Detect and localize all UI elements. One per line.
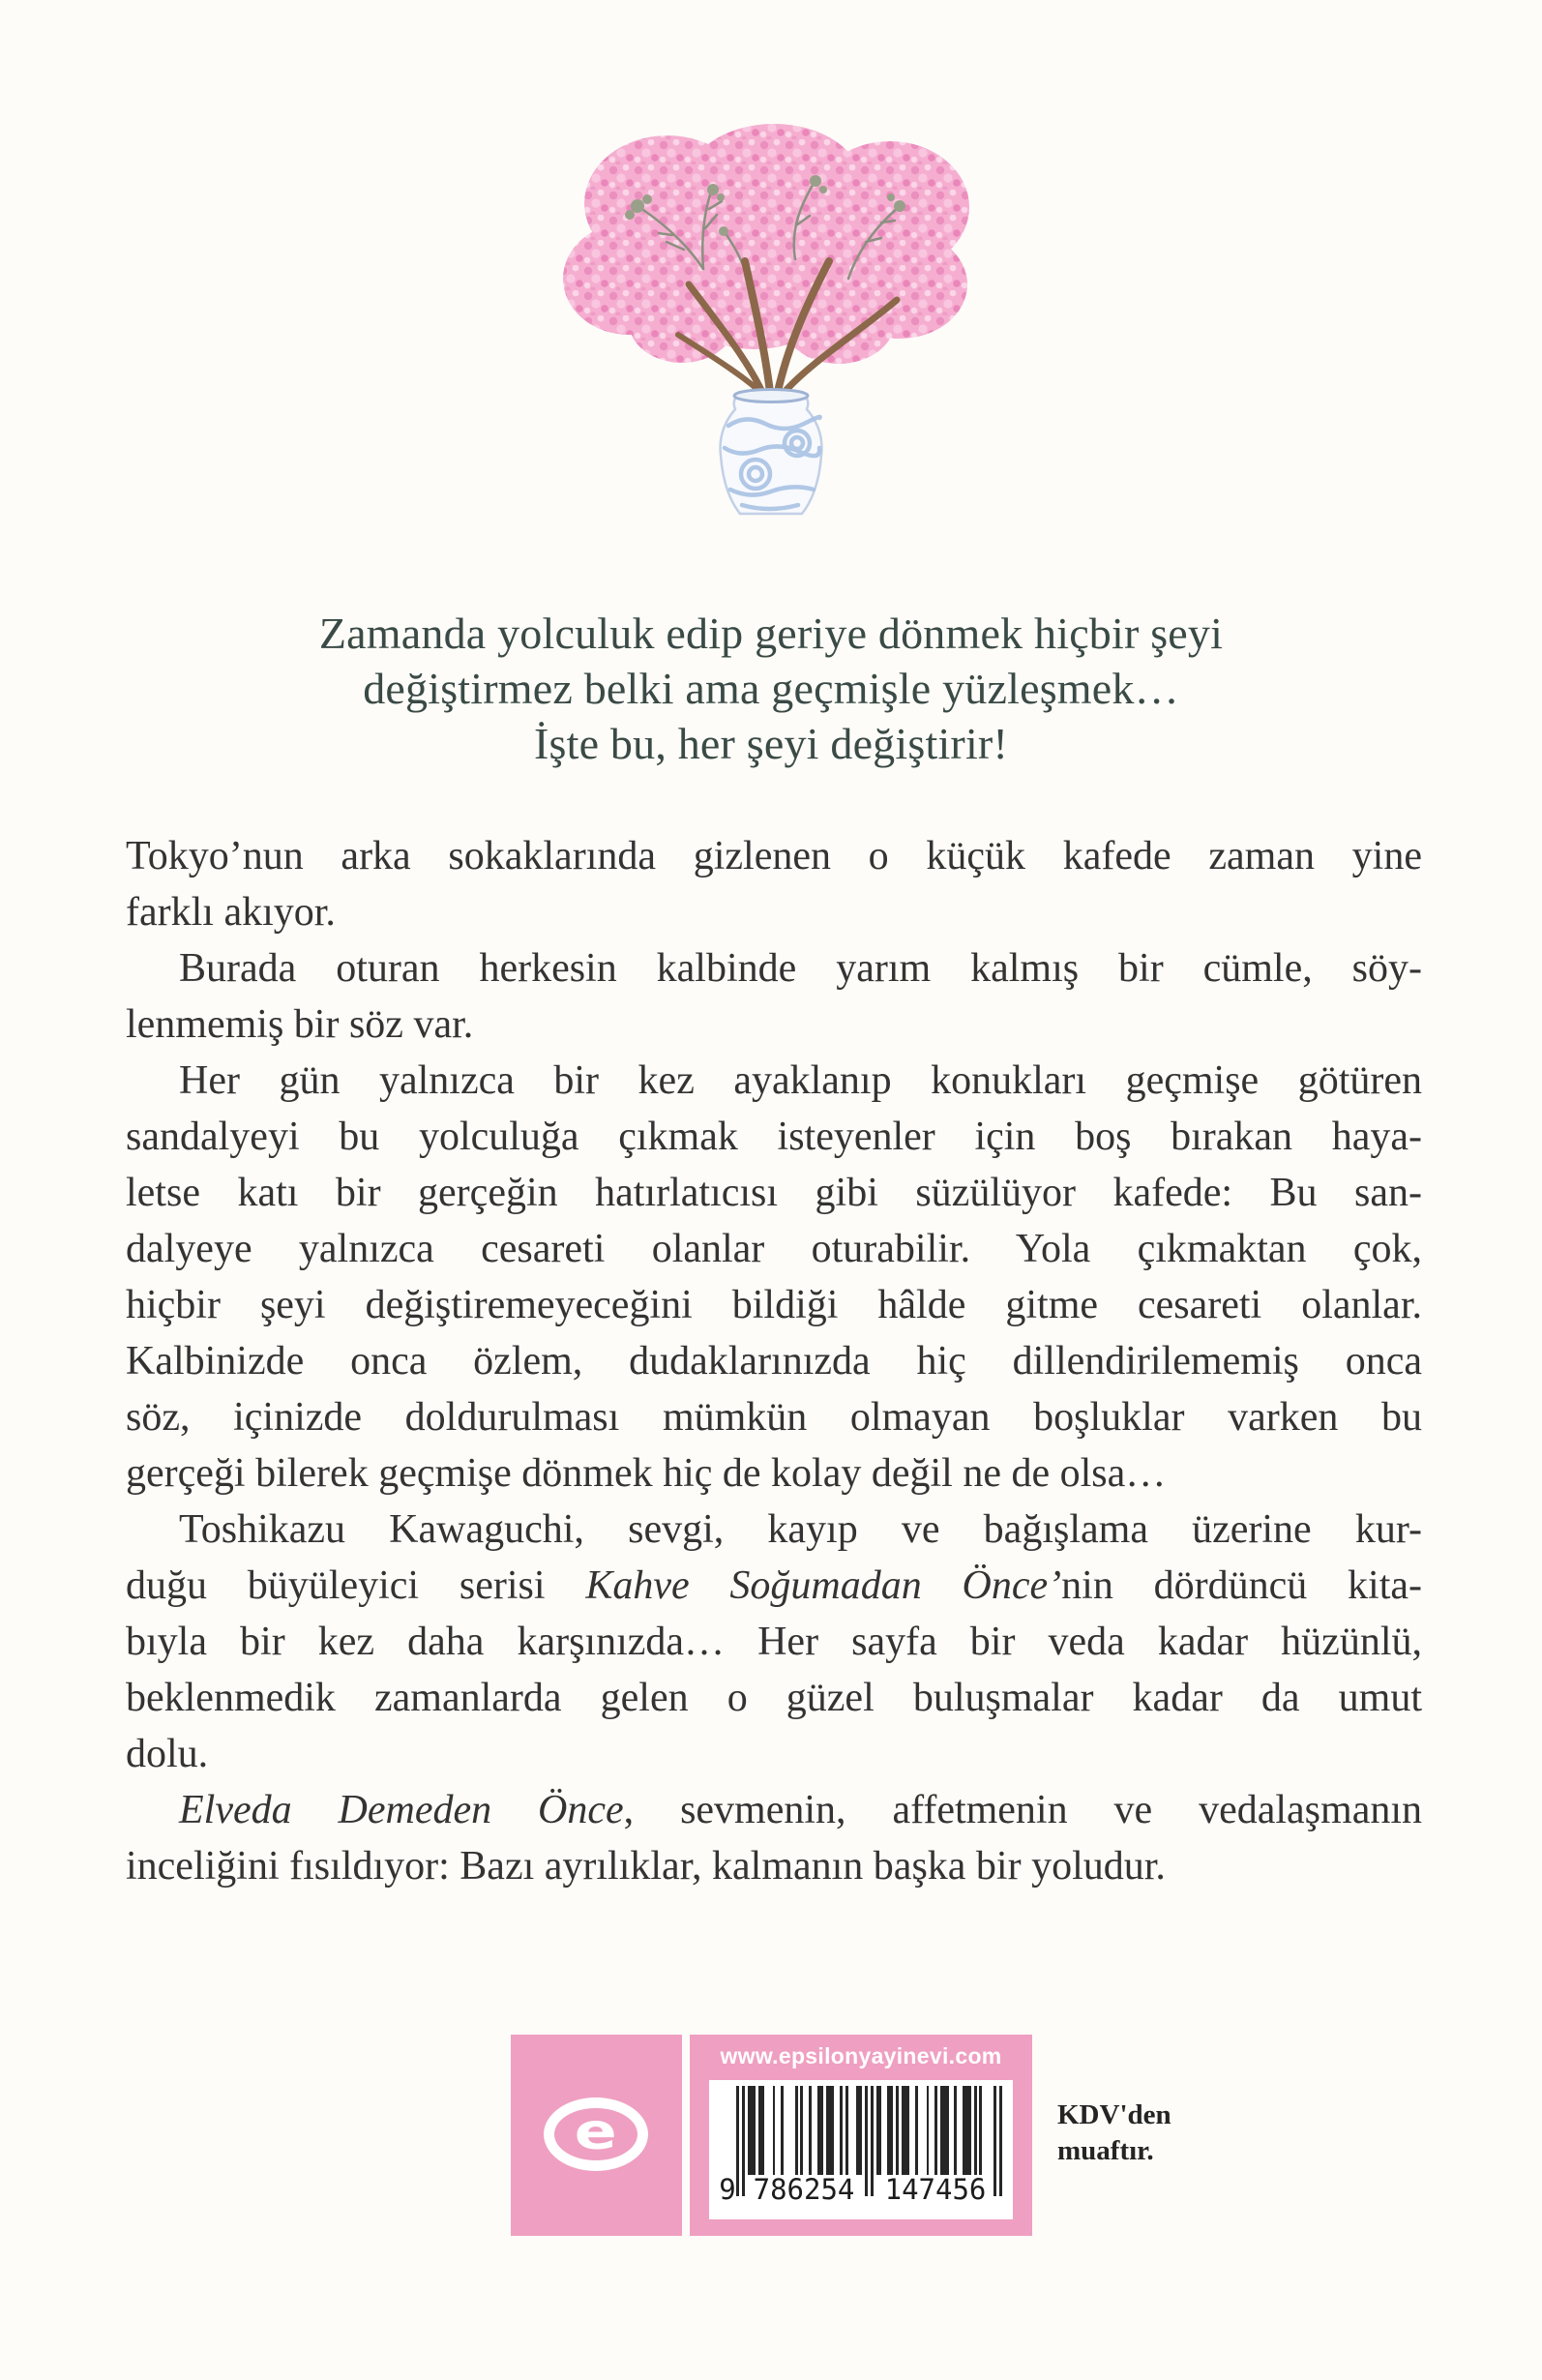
body-line <box>126 1782 1422 1838</box>
body-segment: hiçbir şeyi değiştiremeyeceğini bildiği hâlde gitme cesareti olanlar. <box>126 1283 1422 1327</box>
body-segment: Tokyo’nun arka sokaklarında gizlenen o küçük kafede zaman yine <box>126 834 1422 878</box>
body-segment: lenmemiş bir söz var. <box>126 1002 474 1047</box>
isbn-digit-group: 9 <box>719 2173 736 2206</box>
flower-clusters <box>563 124 969 364</box>
tagline-line: İşte bu, her şeyi değiştirir! <box>534 719 1008 768</box>
tagline-line: Zamanda yolculuk edip geriye dönmek hiçbir şeyi <box>318 609 1224 658</box>
epsilon-logo-letter: e <box>574 2103 618 2161</box>
body-segment: Kalbinizde onca özlem, dudaklarınızda hiç dillendirilememiş onca <box>126 1339 1422 1383</box>
isbn-digit-group: 147456 <box>884 2173 987 2206</box>
body-segment: söz, içinizde doldurulması mümkün olmayan boşluklar varken bu <box>126 1395 1422 1440</box>
body-line <box>126 1614 1422 1670</box>
publisher-website: www.epsilonyayinevi.com <box>720 2043 1002 2068</box>
synopsis-text <box>126 828 1422 1894</box>
tagline <box>0 606 1542 771</box>
body-line <box>126 1389 1422 1445</box>
barcode-panel <box>709 2080 1013 2219</box>
body-line <box>126 1445 1422 1502</box>
body-line <box>126 1221 1422 1277</box>
barcode-block <box>690 2035 1032 2236</box>
body-line <box>126 1838 1422 1894</box>
body-segment: duğu büyüleyici serisi <box>126 1563 586 1608</box>
body-segment: , sevmenin, affetmenin ve vedalaşmanın <box>623 1788 1423 1832</box>
body-line <box>126 940 1422 997</box>
body-line <box>126 1502 1422 1558</box>
body-segment: farklı akıyor. <box>126 890 336 935</box>
body-segment: nin dördüncü kita- <box>1061 1563 1423 1608</box>
body-line <box>126 1053 1422 1109</box>
body-line <box>126 1333 1422 1389</box>
body-line <box>126 1726 1422 1782</box>
body-segment: beklenmedik zamanlarda gelen o güzel buluşmalar kadar da umut <box>126 1676 1422 1720</box>
body-segment: sandalyeyi bu yolculuğa çıkmak isteyenler için boş bırakan haya- <box>126 1115 1422 1159</box>
body-segment: inceliğini fısıldıyor: Bazı ayrılıklar, kalmanın başka bir yoludur. <box>126 1844 1166 1889</box>
body-line <box>126 1109 1422 1165</box>
body-line <box>126 1670 1422 1726</box>
body-segment: Burada oturan herkesin kalbinde yarım kalmış bir cümle, söy- <box>179 946 1422 991</box>
tax-note-line: KDV'den <box>1057 2099 1171 2130</box>
vase <box>721 390 822 515</box>
ean13-barcode <box>736 2086 1002 2175</box>
body-segment: letse katı bir gerçeğin hatırlatıcısı gibi süzülüyor kafede: Bu san- <box>126 1171 1422 1215</box>
body-line <box>126 884 1422 940</box>
flower-vase-svg <box>558 114 984 540</box>
body-segment: gerçeği bilerek geçmişe dönmek hiç de kolay değil ne de olsa… <box>126 1451 1167 1496</box>
body-segment: dalyeye yalnızca cesareti olanlar oturabilir. Yola çıkmaktan çok, <box>126 1227 1422 1271</box>
body-line <box>126 828 1422 884</box>
body-line <box>126 997 1422 1053</box>
tagline-line: değiştirmez belki ama geçmişle yüzleşmek… <box>363 664 1179 713</box>
tax-note-line: muaftır. <box>1057 2135 1154 2166</box>
body-segment: Toshikazu Kawaguchi, sevgi, kayıp ve bağışlama üzerine kur- <box>179 1507 1422 1552</box>
body-line <box>126 1277 1422 1333</box>
body-segment: dolu. <box>126 1732 209 1776</box>
flower-vase-illustration <box>558 114 984 540</box>
isbn-digit-group: 786254 <box>753 2173 855 2206</box>
epsilon-logo-icon <box>544 2097 648 2171</box>
body-line <box>126 1558 1422 1614</box>
barcode-bar <box>999 2086 1002 2196</box>
vase-rim <box>734 390 808 402</box>
body-segment: bıyla bir kez daha karşınızda… Her sayfa bir veda kadar hüzünlü, <box>126 1620 1422 1664</box>
book-title-italic: Elveda Demeden Önce <box>179 1788 624 1832</box>
body-line <box>126 1165 1422 1221</box>
body-segment: Her gün yalnızca bir kez ayaklanıp konukları geçmişe götüren <box>179 1058 1422 1103</box>
tax-exemption-note <box>1057 2097 1171 2169</box>
book-title-italic: Kahve Soğumadan Önce’ <box>585 1563 1062 1608</box>
publisher-logo-block <box>511 2035 682 2236</box>
